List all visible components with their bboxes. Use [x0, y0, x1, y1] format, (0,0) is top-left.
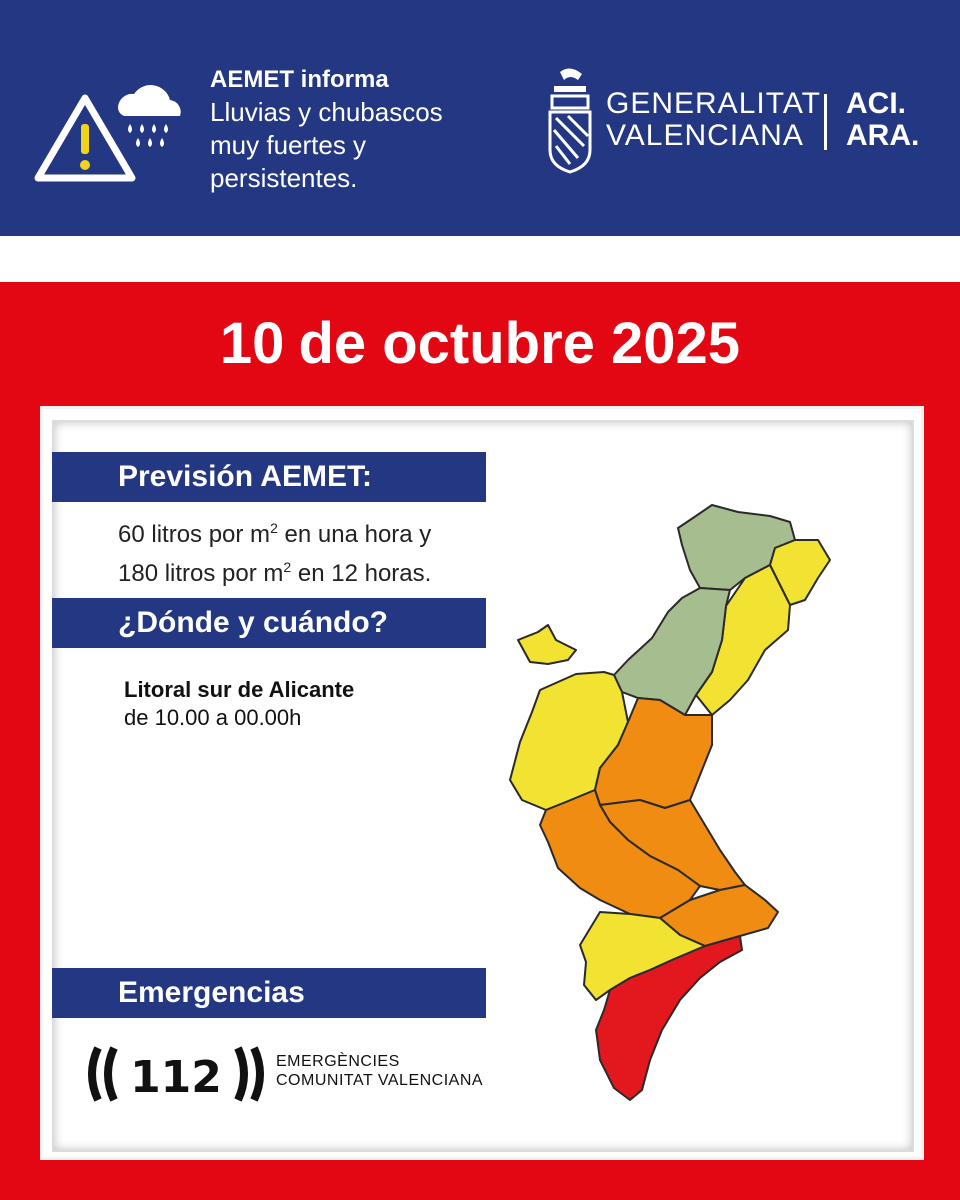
emergency-org-name — [276, 1052, 483, 1090]
aci-ara-wordmark — [846, 88, 919, 152]
forecast-line-1: 60 litros por $m^2$ en una hora y — [118, 520, 432, 548]
where-area: Litoral sur de Alicante — [124, 677, 355, 702]
header-banner — [0, 0, 960, 236]
forecast-line-2: 180 litros por $m^2$ en 12 horas. — [118, 559, 432, 587]
alert-date — [0, 312, 960, 376]
emergency-line-2: COMUNITAT VALENCIANA — [276, 1072, 484, 1089]
date-day: 10 — [219, 311, 285, 376]
warning-region-map — [500, 500, 840, 1106]
header-title: AEMET informa — [210, 66, 389, 93]
aci-line-1: ACI. — [846, 87, 906, 120]
weather-warning-icon — [34, 74, 186, 190]
map-zone-rincon — [518, 625, 576, 664]
emergency-number: 112 — [130, 1052, 222, 1103]
header-line-1: Lluvias y chubascos — [210, 97, 443, 127]
logo-divider — [824, 94, 827, 150]
generalitat-wordmark — [606, 88, 821, 152]
forecast-text — [118, 512, 431, 590]
where-text — [124, 676, 354, 732]
forecast-heading: Previsión AEMET: — [52, 452, 486, 502]
generalitat-shield-icon — [546, 66, 594, 174]
where-heading: ¿Dónde y cuándo? — [52, 598, 486, 648]
header-line-3: persistentes. — [210, 163, 358, 193]
header-line-2: muy fuertes y — [210, 130, 367, 160]
gv-line-1: GENERALITAT — [606, 87, 821, 120]
aci-line-2: ARA. — [846, 119, 920, 152]
emergency-112-logo — [86, 1044, 266, 1104]
emergency-line-1: EMERGÈNCIES — [276, 1053, 400, 1070]
date-rest: de octubre 2025 — [298, 311, 741, 376]
gv-line-2: VALENCIANA — [606, 119, 804, 152]
emergency-heading: Emergencias — [52, 968, 486, 1018]
where-time: de 10.00 a 00.00h — [124, 705, 302, 730]
